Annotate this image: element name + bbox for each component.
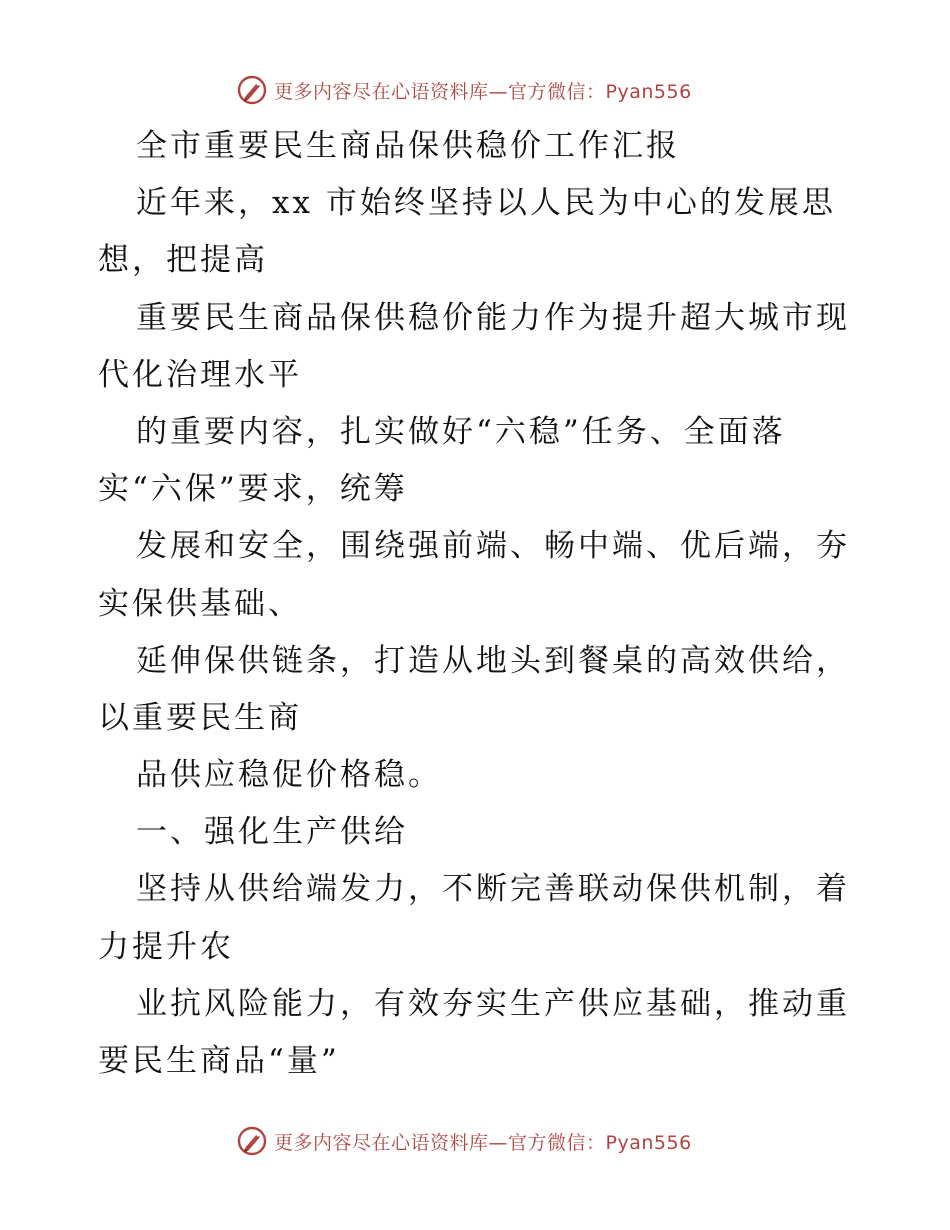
section-heading: 一、强化生产供给 [136,814,408,851]
watermark-text: 更多内容尽在心语资料库—官方微信：Pyan556 [274,80,692,103]
paragraph-line: 品供应稳促价格稳。 [136,757,442,794]
paragraph-line: 重要民生商品保供稳价能力作为提升超大城市现 [136,299,850,336]
paragraph-line: 力提升农 [98,928,234,965]
paragraph-line: 延伸保供链条，打造从地头到餐桌的高效供给， [136,642,850,679]
document-title: 全市重要民生商品保供稳价工作汇报 [136,128,680,164]
paragraph-line: 要民生商品“量” [98,1043,340,1079]
watermark-text: 更多内容尽在心语资料库—官方微信：Pyan556 [274,1131,692,1154]
paragraph-line: 近年来，xx 市始终坚持以人民为中心的发展思 [136,185,836,222]
footer-watermark-banner [236,1123,692,1159]
header-watermark-banner [236,72,692,108]
paragraph-line: 实“六保”要求，统筹 [98,471,408,508]
paragraph-line: 业抗风险能力，有效夯实生产供应基础，推动重 [136,985,850,1022]
paragraph-line: 代化治理水平 [98,356,302,393]
paragraph-line: 坚持从供给端发力，不断完善联动保供机制，着 [136,871,850,908]
paragraph-line: 想，把提高 [98,242,268,279]
document-body [98,118,858,1090]
paragraph-line: 发展和安全，围绕强前端、畅中端、优后端，夯 [136,528,850,565]
paragraph-line: 的重要内容，扎实做好“六稳”任务、全面落 [136,413,786,450]
paragraph-line: 以重要民生商 [98,699,302,736]
pen-logo-icon [236,1125,268,1157]
pen-logo-icon [236,74,268,106]
paragraph-line: 实保供基础、 [98,585,302,622]
